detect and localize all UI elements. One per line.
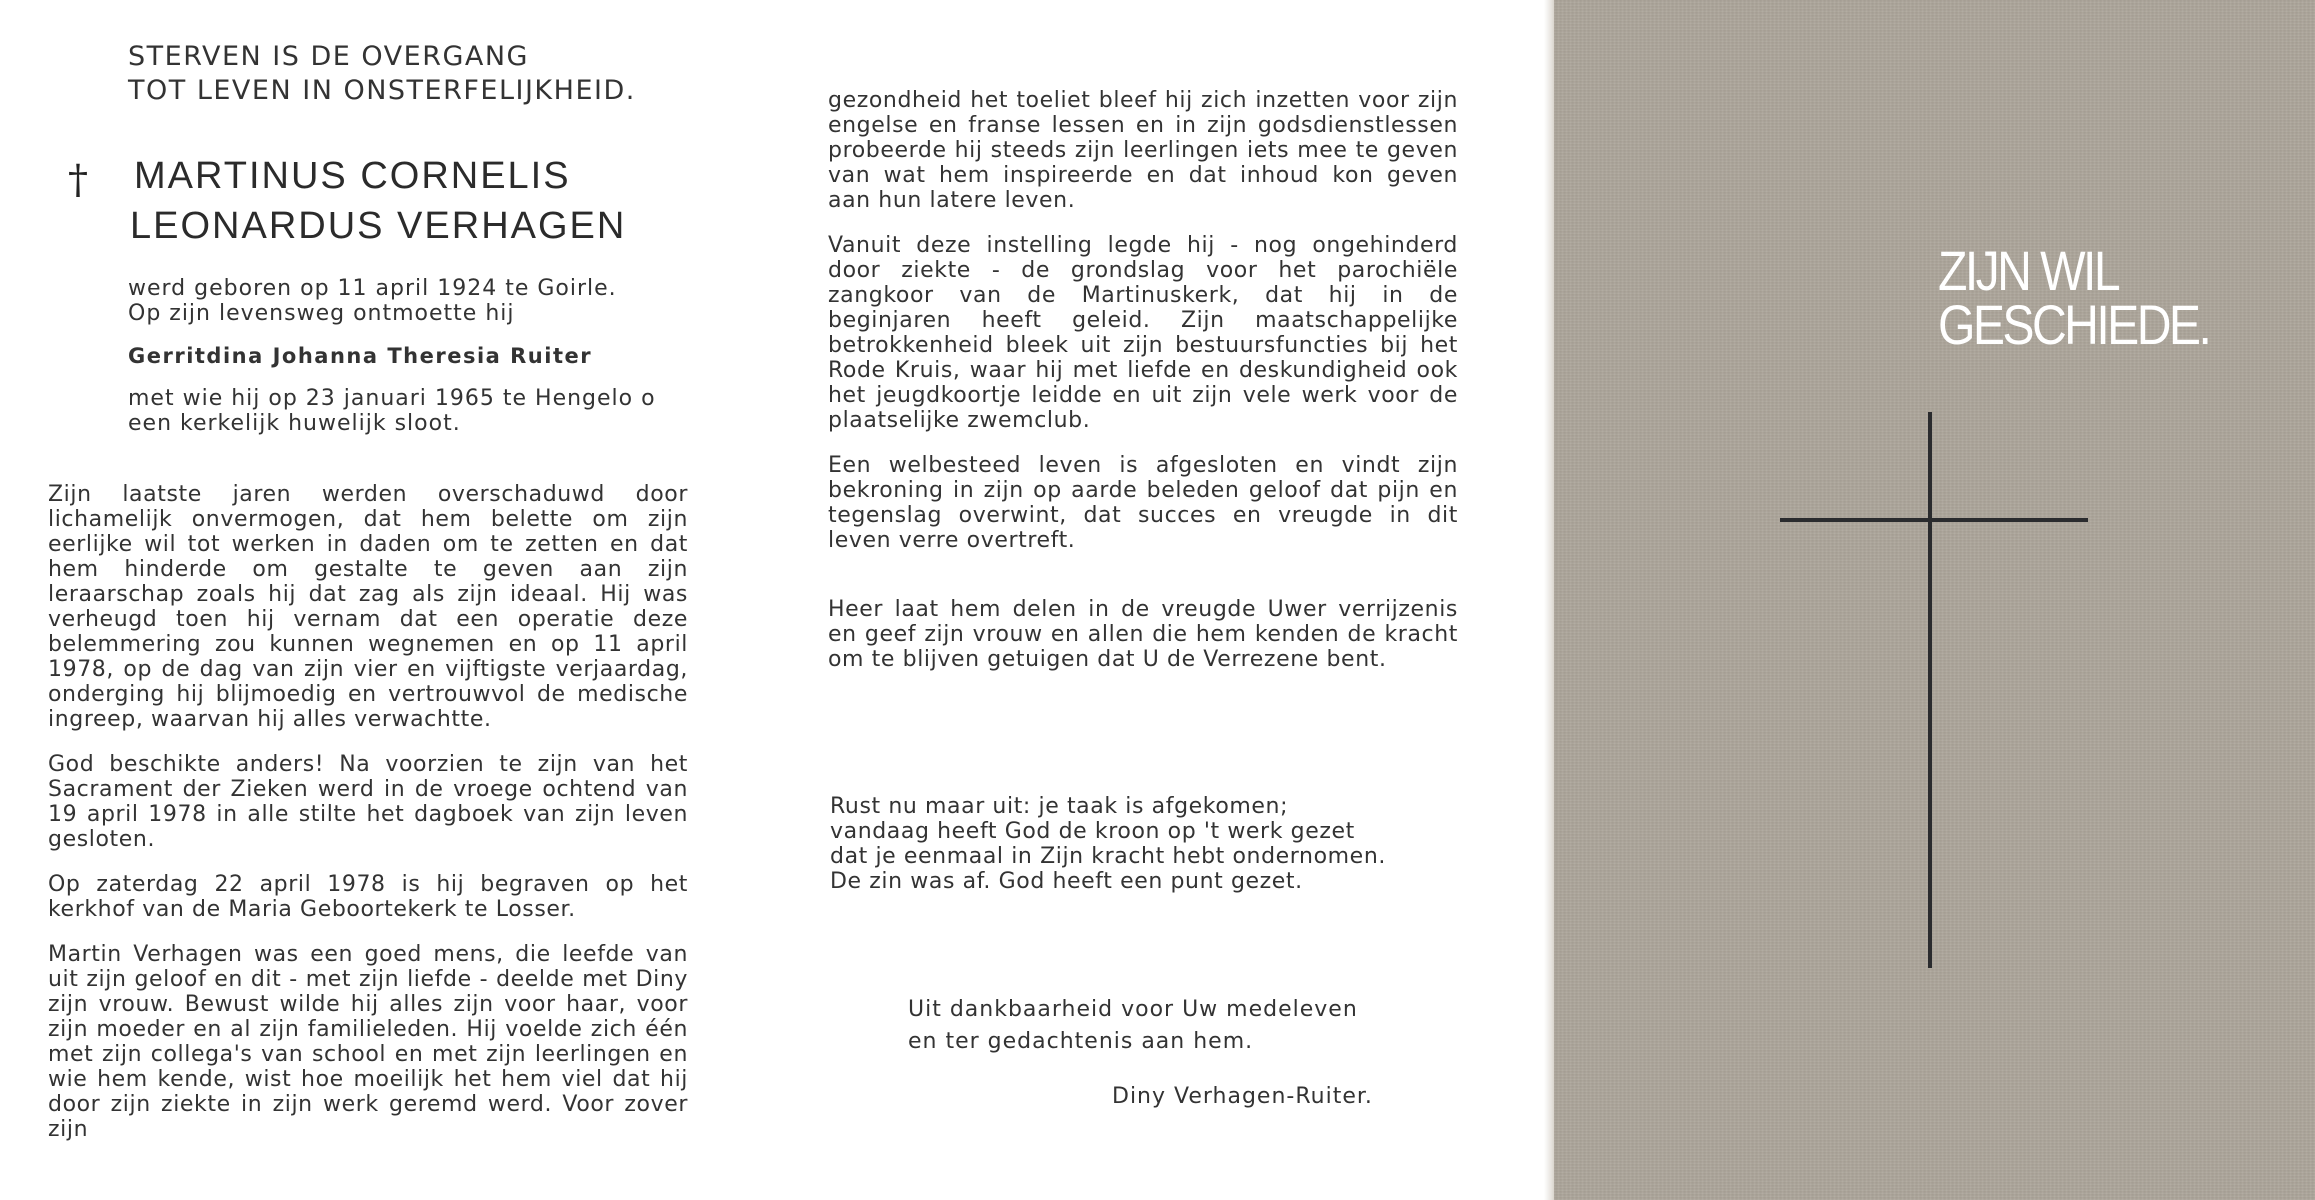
deceased-name-line: LEONARDUS VERHAGEN xyxy=(130,205,627,247)
large-cross-icon xyxy=(1780,412,2092,968)
thanks-line: Uit dankbaarheid voor Uw medeleven xyxy=(908,997,1358,1022)
birth-line: werd geboren op 11 april 1924 te Goirle. xyxy=(128,276,617,301)
poem xyxy=(830,794,1386,894)
motto xyxy=(128,40,688,108)
poem-line: dat je eenmaal in Zijn kracht hebt ondernomen. xyxy=(830,844,1386,869)
motto-line: STERVEN IS DE OVERGANG xyxy=(128,41,529,72)
spouse-name: Gerritdina Johanna Theresia Ruiter xyxy=(128,344,593,368)
cover-title-line: ZIJN WIL xyxy=(1938,239,2119,302)
poem-line: De zin was af. God heeft een punt gezet. xyxy=(830,869,1303,894)
biography-paragraph: Een welbesteed leven is afgesloten en vindt zijn bekroning in zijn op aarde beleden geloof dat pijn en tegenslag overwint, dat succes en vreugde in dit leven verre overtreft. xyxy=(828,453,1458,553)
biography-paragraph: Vanuit deze instelling legde hij - nog ongehinderd door ziekte - de grondslag voor het parochiële zangkoor van de Martinuskerk, dat hij in de beginjaren heeft geleid. Zijn maatschappelijke betrokkenheid bleek uit zijn bestuursfuncties bij het Rode Kruis, waar hij met liefde en deskundigheid ook het jeugdkoortje leidde en uit zijn vele werk voor de plaatselijke zwemclub. xyxy=(828,233,1458,433)
burial-paragraph: Op zaterdag 22 april 1978 is hij begraven op het kerkhof van de Maria Geboortekerk te Losser. xyxy=(48,872,688,922)
marriage-info xyxy=(128,386,688,436)
cross-horizontal-bar xyxy=(1780,518,2088,522)
biography-paragraph: Martin Verhagen was een goed mens, die leefde van uit zijn geloof en dit - met zijn liefde - deelde met Diny zijn vrouw. Bewust wilde hij alles zijn voor haar, voor zijn moeder en al zijn familieleden. Hij voelde zich één met zijn collega's van school en met zijn leerlingen en wie hem kende, wist hoe moeilijk het hem viel dat hij door zijn ziekte in zijn werk geremd werd. Voor zover zijn xyxy=(48,942,688,1142)
marriage-line: een kerkelijk huwelijk sloot. xyxy=(128,411,461,436)
middle-column xyxy=(828,88,1458,672)
biography-paragraph: Zijn laatste jaren werden overschaduwd door lichamelijk onvermogen, dat hem belette om zijn eerlijke wil tot werken in daden om te zetten en dat hem hinderde om gestalte te geven aan zijn leraarschap zoals hij dat zag als zijn ideaal. Hij was verheugd toen hij vernam dat een operatie deze belemmering zou kunnen wegnemen en op 11 april 1978, op de dag van zijn vier en vijftigste verjaardag, onderging hij blijmoedig en vertrouwvol de medische ingreep, waarvan hij alles verwachtte. xyxy=(48,482,688,732)
left-column xyxy=(48,40,688,1142)
poem-line: vandaag heeft God de kroon op 't werk gezet xyxy=(830,819,1355,844)
marriage-line: met wie hij op 23 januari 1965 te Hengelo o xyxy=(128,386,656,411)
motto-line: TOT LEVEN IN ONSTERFELIJKHEID. xyxy=(128,75,636,106)
thanks-note xyxy=(908,994,1358,1058)
cross-icon: † xyxy=(68,157,88,203)
prayer-paragraph: Heer laat hem delen in de vreugde Uwer verrijzenis en geef zijn vrouw en allen die hem kenden de kracht om te blijven getuigen dat U de Verrezene bent. xyxy=(828,597,1458,672)
biography-paragraph: gezondheid het toeliet bleef hij zich inzetten voor zijn engelse en franse lessen en in zijn godsdienstlessen probeerde hij steeds zijn leerlingen iets mee te geven van wat hem inspireerde en dat inhoud kon geven aan hun latere leven. xyxy=(828,88,1458,213)
cross-vertical-bar xyxy=(1928,412,1932,968)
signature: Diny Verhagen-Ruiter. xyxy=(1112,1084,1373,1109)
birth-info xyxy=(128,276,688,326)
poem-line: Rust nu maar uit: je taak is afgekomen; xyxy=(830,794,1289,819)
cover-title-line: GESCHIEDE. xyxy=(1938,293,2210,356)
birth-line: Op zijn levensweg ontmoette hij xyxy=(128,301,515,326)
deceased-name-block xyxy=(48,154,688,264)
cover-title xyxy=(1938,239,2213,356)
thanks-line: en ter gedachtenis aan hem. xyxy=(908,1029,1254,1054)
biography-paragraph: God beschikte anders! Na voorzien te zijn van het Sacrament der Zieken werd in de vroege ochtend van 19 april 1978 in alle stilte het dagboek van zijn leven gesloten. xyxy=(48,752,688,852)
deceased-name-line: MARTINUS CORNELIS xyxy=(134,155,571,197)
